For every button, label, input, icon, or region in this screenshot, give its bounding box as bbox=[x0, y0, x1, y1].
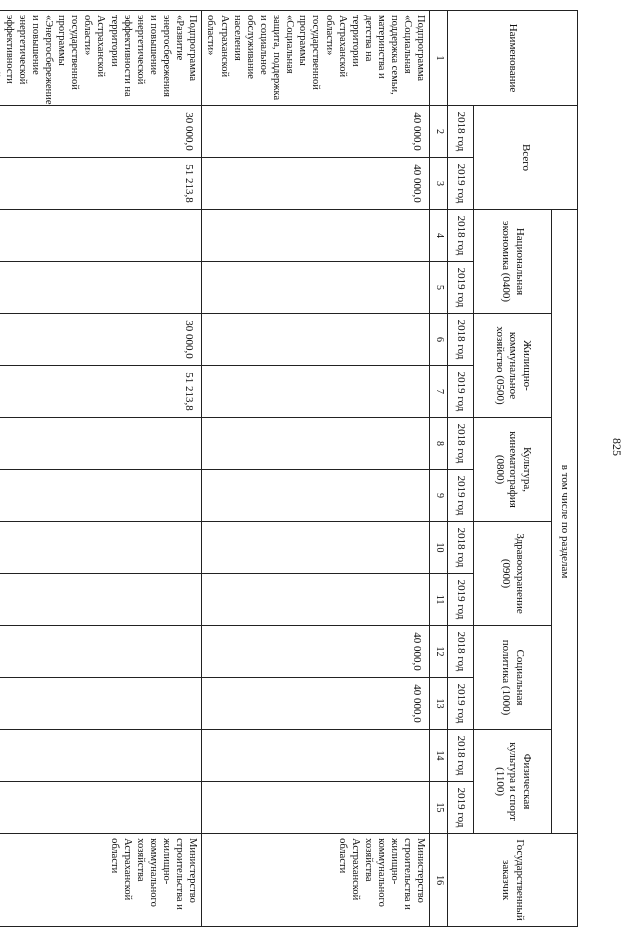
section-header-housing-utilities: Жилищно-коммунальное хозяйство (0500) bbox=[474, 314, 552, 418]
header-sections-group: в том числе по разделам bbox=[552, 210, 578, 834]
column-number-row bbox=[430, 11, 448, 927]
row-value: 51 213,8 bbox=[0, 158, 202, 210]
column-number: 1 bbox=[430, 11, 448, 106]
year-2019: 2019 год bbox=[448, 782, 474, 834]
header-total: Всего bbox=[474, 106, 578, 210]
year-2019: 2019 год bbox=[448, 574, 474, 626]
column-number: 8 bbox=[430, 418, 448, 470]
year-2018: 2018 год bbox=[448, 626, 474, 678]
column-number: 15 bbox=[430, 782, 448, 834]
column-number: 11 bbox=[430, 574, 448, 626]
section-header-culture: Культура, кинематография (0800) bbox=[474, 418, 552, 522]
section-header-healthcare: Здравоохранение (0900) bbox=[474, 522, 552, 626]
column-number: 6 bbox=[430, 314, 448, 366]
header-customer: Государственный заказчик bbox=[448, 834, 578, 927]
row-value bbox=[202, 210, 430, 262]
row-value bbox=[0, 730, 202, 782]
column-number: 10 bbox=[430, 522, 448, 574]
table-row bbox=[202, 11, 430, 927]
column-number: 14 bbox=[430, 730, 448, 782]
row-value bbox=[202, 262, 430, 314]
row-value bbox=[0, 574, 202, 626]
row-value bbox=[202, 782, 430, 834]
year-2018: 2018 год bbox=[448, 730, 474, 782]
year-2019: 2019 год bbox=[448, 158, 474, 210]
row-value: 40 000,0 bbox=[202, 158, 430, 210]
row-value bbox=[202, 522, 430, 574]
column-number: 13 bbox=[430, 678, 448, 730]
row-value bbox=[202, 366, 430, 418]
row-value: 40 000,0 bbox=[202, 626, 430, 678]
row-value bbox=[0, 626, 202, 678]
row-name: Подпрограмма «Развитие энергосбережения и повышение энергетической эффективности на территории Астраханской области» государственной программы «Энергосбережение и повышение энергетической эффективности bbox=[0, 11, 202, 106]
row-value bbox=[0, 678, 202, 730]
column-number: 7 bbox=[430, 366, 448, 418]
year-2019: 2019 год bbox=[448, 678, 474, 730]
year-2019: 2019 год bbox=[448, 470, 474, 522]
year-2018: 2018 год bbox=[448, 210, 474, 262]
row-customer: Министерство строительства и жилищно-коммунального хозяйства Астраханской области bbox=[202, 834, 430, 927]
section-header-social-policy: Социальная политика (1000) bbox=[474, 626, 552, 730]
year-2019: 2019 год bbox=[448, 366, 474, 418]
row-value: 30 000,0 bbox=[0, 314, 202, 366]
column-number: 2 bbox=[430, 106, 448, 158]
row-value bbox=[0, 782, 202, 834]
row-name: Подпрограмма «Социальная поддержка семьи, материнства и детства на территории Астраханской области» государственной программы «Социальная защита, поддержка и социальное обслуживание населения Астраханской области» bbox=[202, 11, 430, 106]
column-number: 16 bbox=[430, 834, 448, 927]
row-value bbox=[0, 210, 202, 262]
year-2018: 2018 год bbox=[448, 314, 474, 366]
column-number: 3 bbox=[430, 158, 448, 210]
column-number: 9 bbox=[430, 470, 448, 522]
column-number: 4 bbox=[430, 210, 448, 262]
row-value bbox=[202, 470, 430, 522]
year-2018: 2018 год bbox=[448, 106, 474, 158]
row-value bbox=[0, 522, 202, 574]
year-2019: 2019 год bbox=[448, 262, 474, 314]
budget-table bbox=[0, 10, 578, 927]
row-value bbox=[202, 314, 430, 366]
row-value bbox=[202, 730, 430, 782]
header-name: Наименование bbox=[448, 11, 578, 106]
table-row bbox=[0, 11, 202, 927]
row-value: 40 000,0 bbox=[202, 106, 430, 158]
row-customer: Министерство строительства и жилищно-коммунального хозяйства Астраханской области bbox=[0, 834, 202, 927]
column-number: 5 bbox=[430, 262, 448, 314]
row-value bbox=[202, 574, 430, 626]
column-number: 12 bbox=[430, 626, 448, 678]
year-2018: 2018 год bbox=[448, 522, 474, 574]
row-value: 40 000,0 bbox=[202, 678, 430, 730]
section-header-sports: Физическая культура и спорт (1100) bbox=[474, 730, 552, 834]
page-number: 825 bbox=[610, 438, 624, 456]
section-header-national-economy: Национальная экономика (0400) bbox=[474, 210, 552, 314]
row-value: 30 000,0 bbox=[0, 106, 202, 158]
row-value bbox=[202, 418, 430, 470]
year-2018: 2018 год bbox=[448, 418, 474, 470]
row-value bbox=[0, 418, 202, 470]
row-value: 51 213,8 bbox=[0, 366, 202, 418]
row-value bbox=[0, 470, 202, 522]
row-value bbox=[0, 262, 202, 314]
